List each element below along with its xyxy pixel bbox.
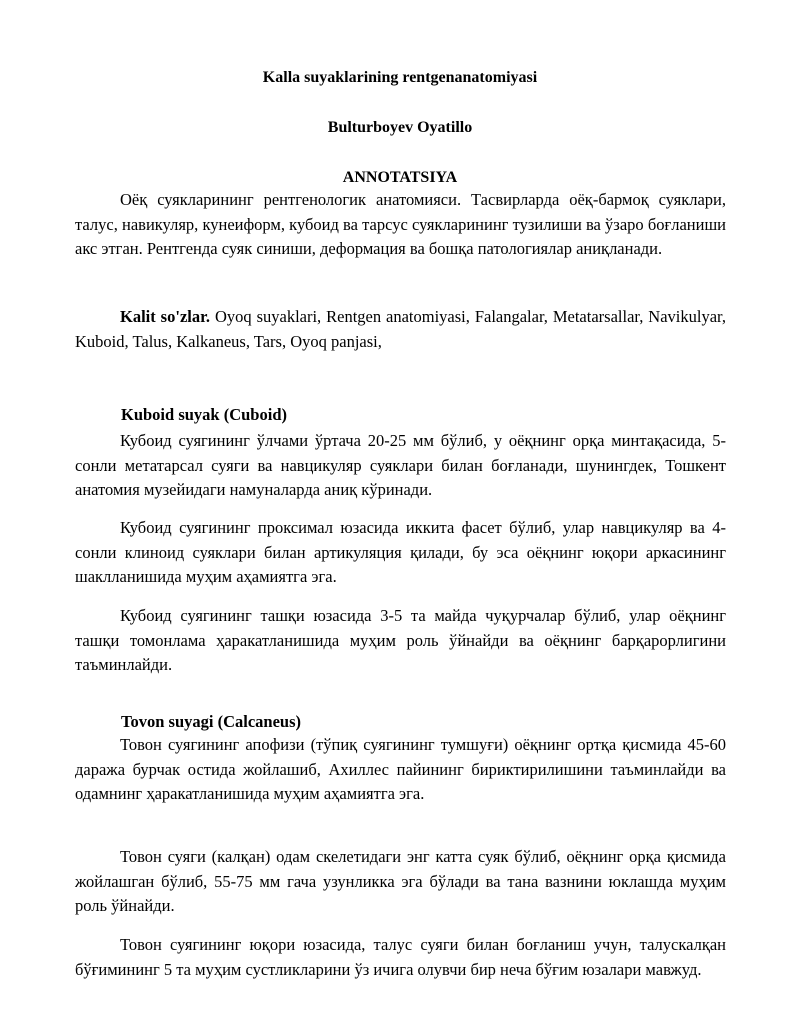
section-heading-cuboid: Kuboid suyak (Cuboid) [121, 405, 287, 424]
keywords-label: Kalit so'zlar. [120, 307, 211, 326]
cuboid-paragraph-2: Кубоид суягининг проксимал юзасида иккита фасет бўлиб, улар навцикуляр ва 4-сонли клиноид суяклари билан артикуляция қилади, бу эса оёқнинг юқори аркасининг шаклланишида муҳим аҳамиятга эга. [75, 518, 726, 587]
document-title: Kalla suyaklarining rentgenanatomiyasi [262, 69, 538, 86]
cuboid-paragraph-1: Кубоид суягининг ўлчами ўртача 20-25 мм бўлиб, у оёқнинг орқа минтақасида, 5-сонли метатарсал суяги ва навцикуляр суяклари билан боғланади, шунингдек, Тошкент анатомия музейидаги намуналарда аниқ кўринади. [75, 431, 726, 500]
calcaneus-paragraph-2: Товон суяги (калқан) одам скелетидаги энг катта суяк бўлиб, оёқнинг орқа қисмида жойлашган бўлиб, 55-75 мм гача узунликка эга бўлади ва тана вазнини юклашда муҳим роль ўйнайди. [75, 847, 726, 916]
keywords-paragraph [75, 305, 726, 354]
author-name: Bulturboyev Oyatillo [327, 119, 473, 136]
annotation-heading: ANNOTATSIYA [342, 169, 458, 186]
cuboid-paragraph-3: Кубоид суягининг ташқи юзасида 3-5 та майда чуқурчалар бўлиб, улар оёқнинг ташқи томонлама ҳаракатланишида муҳим роль ўйнайди ва оёқнинг барқарорлигини таъминлайди. [75, 606, 726, 675]
calcaneus-paragraph-1: Товон суягининг апофизи (тўпиқ суягининг тумшуғи) оёқнинг ортқа қисмида 45-60 даража бурчак остида жойлашиб, Ахиллес пайининг бириктирилишини таъминлайди ва одамнинг ҳаракатланишида муҳим аҳамиятга эга. [75, 735, 726, 804]
keywords-list: Oyoq suyaklari, Rentgen anatomiyasi, Falangalar, Metatarsallar, Navikulyar, Kuboid, Talus, Kalkaneus, Tars, Oyoq panjasi, [75, 307, 726, 351]
section-heading-calcaneus: Tovon suyagi (Calcaneus) [121, 712, 302, 731]
annotation-paragraph: Оёқ суякларининг рентгенологик анатомияси. Тасвирларда оёқ-бармоқ суяклари, талус, навикуляр, кунеиформ, кубоид ва тарсус суякларининг тузилиши ва ўзаро боғланиши акс этган. Рентгенда суяк синиши, деформация ва бошқа патологиялар аниқланади. [75, 190, 726, 259]
calcaneus-paragraph-3: Товон суягининг юқори юзасида, талус суяги билан боғланиш учун, талускалқан бўғимининг 5 та муҳим сустликларини ўз ичига олувчи бир неча бўғим юзалари мавжуд. [75, 935, 726, 979]
